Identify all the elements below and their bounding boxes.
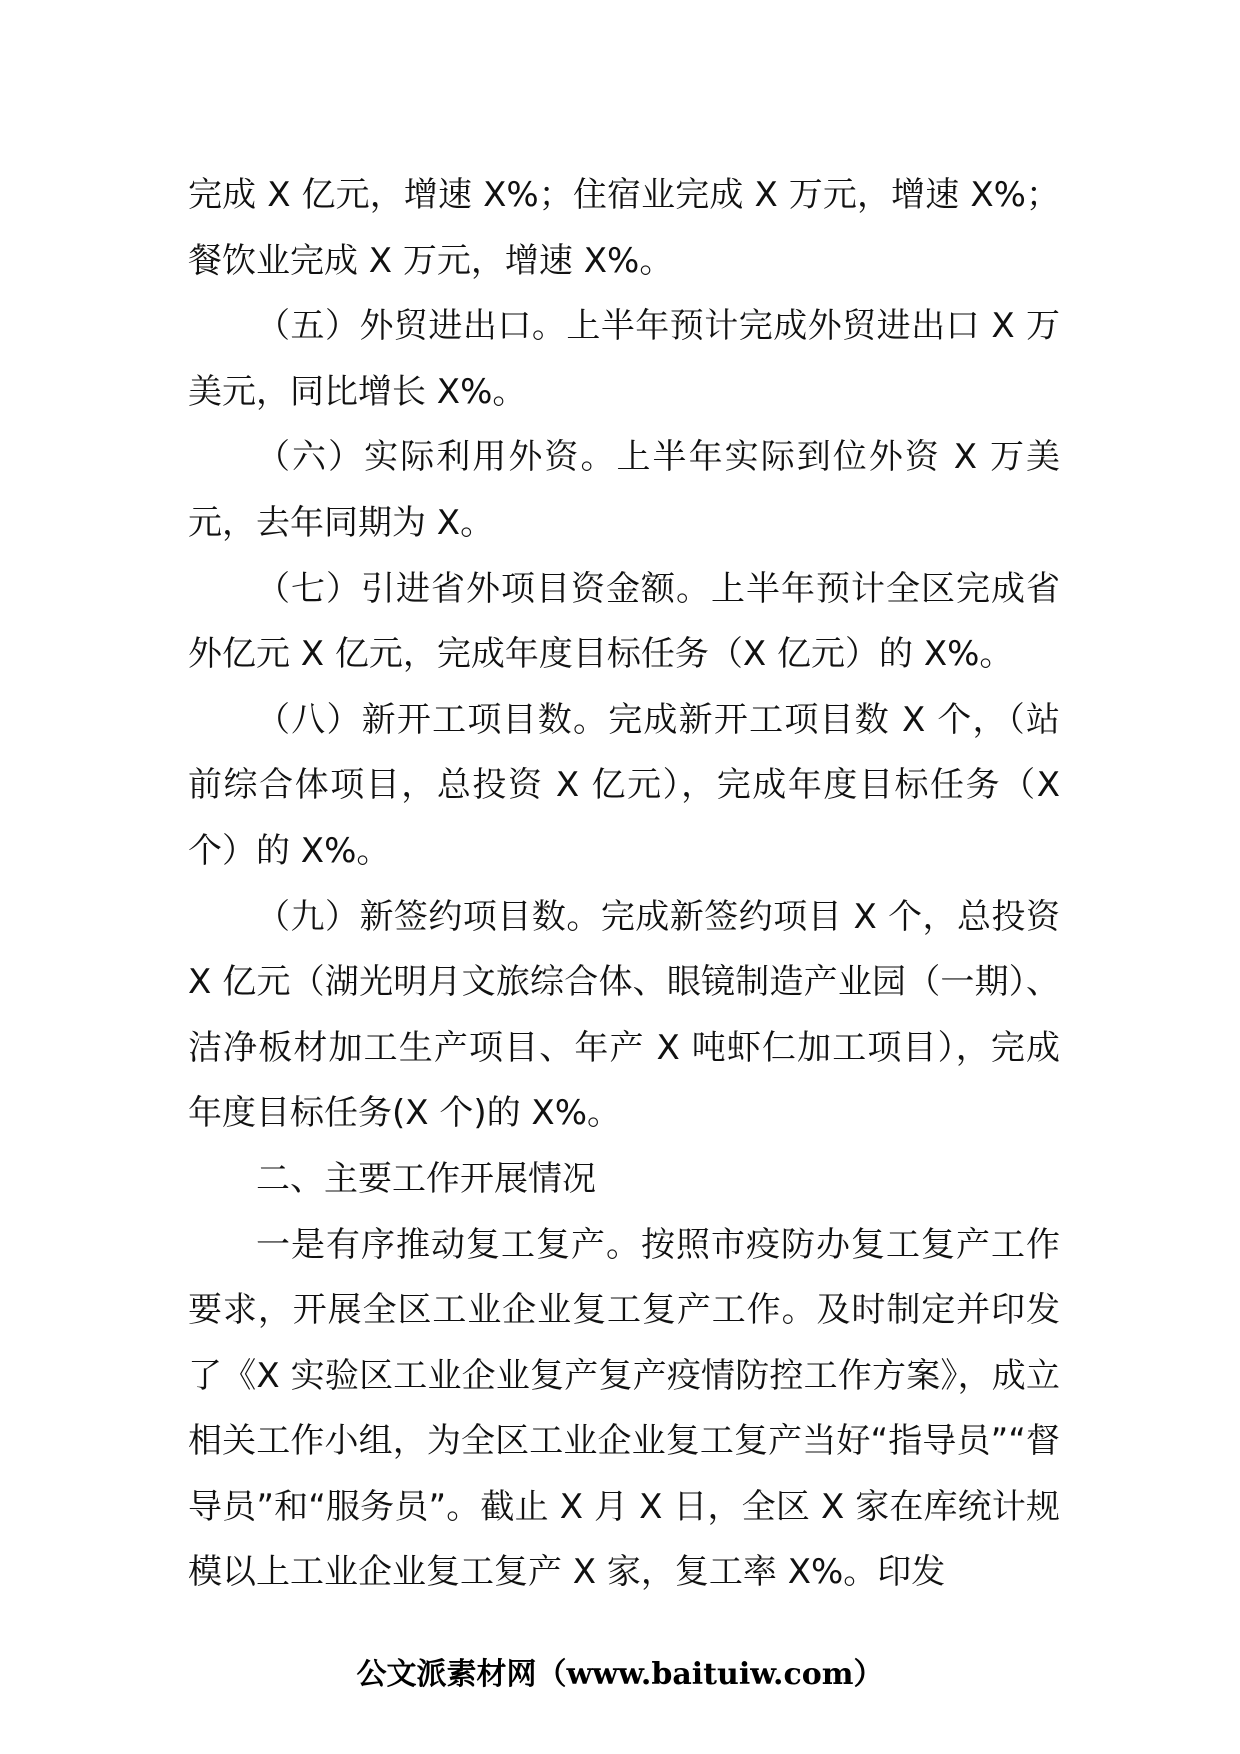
document-body — [188, 163, 1060, 1606]
paragraph-continued: 完成 X 亿元，增速 X%；住宿业完成 X 万元，增速 X%；餐饮业完成 X 万元，增速 X%。 — [188, 175, 1060, 281]
footer-watermark: 公文派素材网（www.baituiw.com） — [356, 1657, 884, 1692]
paragraph-external-funds: （七）引进省外项目资金额。上半年预计全区完成省外亿元 X 亿元，完成年度目标任务（X 亿元）的 X%。 — [188, 568, 1060, 675]
paragraph-signed-projects: （九）新签约项目数。完成新签约项目 X 个，总投资 X 亿元（湖光明月文旅综合体、眼镜制造产业园（一期）、洁净板材加工生产项目、年产 X 吨虾仁加工项目），完成年度目标任务(X 个)的 X%。 — [188, 896, 1060, 1134]
paragraph-new-projects: （八）新开工项目数。完成新开工项目数 X 个，（站前综合体项目，总投资 X 亿元），完成年度目标任务（X 个）的 X%。 — [188, 699, 1060, 871]
paragraph-foreign-investment: （六）实际利用外资。上半年实际到位外资 X 万美元，去年同期为 X。 — [188, 437, 1060, 543]
paragraph-foreign-trade: （五）外贸进出口。上半年预计完成外贸进出口 X 万美元，同比增长 X%。 — [188, 306, 1060, 412]
paragraph-resume-work: 一是有序推动复工复产。按照市疫防办复工复产工作要求，开展全区工业企业复工复产工作。及时制定并印发了《X 实验区工业企业复产复产疫情防控工作方案》，成立相关工作小组，为全区工业企业复工复产当好“指导员”“督导员”和“服务员”。截止 X 月 X 日，全区 X 家在库统计规模以上工业企业复工复产 X 家，复工率 X%。印发 — [188, 1224, 1060, 1593]
section-heading: 二、主要工作开展情况 — [256, 1158, 596, 1199]
